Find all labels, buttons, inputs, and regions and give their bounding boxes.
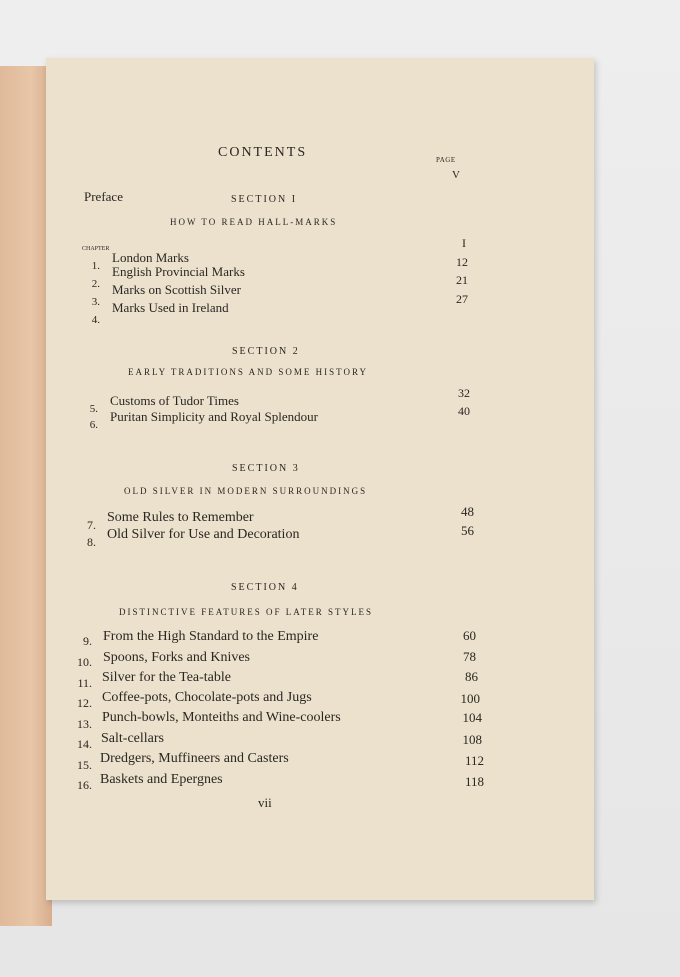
chapter-title: Puritan Simplicity and Royal Splendour [110, 409, 318, 424]
chapter-number: 13. [77, 717, 92, 731]
chapter-number: 10. [77, 655, 92, 669]
chapter-title: Punch-bowls, Monteiths and Wine-coolers [102, 710, 341, 725]
chapter-page: 118 [464, 774, 484, 789]
chapter-title: Coffee-pots, Chocolate-pots and Jugs [102, 690, 312, 705]
chapter-page: 40 [458, 404, 470, 418]
chapter-column-label: CHAPTER [82, 246, 110, 252]
section-heading: SECTION 4 [231, 582, 299, 593]
chapter-title: Customs of Tudor Times [110, 393, 239, 408]
chapter-number: 14. [77, 737, 92, 751]
section-subtitle: EARLY TRADITIONS AND SOME HISTORY [128, 367, 368, 377]
section-heading: SECTION I [231, 194, 298, 205]
page-folio: vii [258, 795, 272, 810]
chapter-page: 48 [461, 504, 474, 519]
section-subtitle: DISTINCTIVE FEATURES OF LATER STYLES [119, 607, 374, 617]
chapter-number: 11. [77, 676, 92, 690]
chapter-page: 104 [462, 710, 482, 725]
chapter-title: London Marks [112, 250, 189, 265]
chapter-title: Salt-cellars [101, 731, 164, 746]
chapter-title: Marks Used in Ireland [112, 300, 229, 315]
chapter-page: 86 [465, 669, 478, 684]
chapter-title: English Provincial Marks [112, 264, 245, 279]
chapter-number: 12. [77, 696, 92, 710]
preface-page-number: V [452, 169, 460, 181]
chapter-number: 1. [91, 260, 100, 272]
chapter-page: 60 [463, 628, 476, 643]
chapter-title: From the High Standard to the Empire [103, 629, 319, 644]
chapter-number: 9. [83, 634, 92, 648]
page-column-label: PAGE [436, 156, 456, 164]
chapter-page: 78 [463, 649, 476, 664]
chapter-number: 4. [91, 314, 100, 326]
section-subtitle: OLD SILVER IN MODERN SURROUNDINGS [124, 486, 368, 496]
chapter-title: Silver for the Tea-table [102, 670, 231, 685]
chapter-page: 112 [464, 753, 484, 768]
chapter-title: Marks on Scottish Silver [112, 282, 241, 297]
chapter-title: Dredgers, Muffineers and Casters [100, 751, 289, 766]
chapter-page: 56 [461, 523, 474, 538]
chapter-title: Baskets and Epergnes [100, 772, 223, 787]
chapter-page: 21 [456, 273, 468, 287]
chapter-number: 15. [77, 758, 92, 772]
chapter-page: 100 [460, 691, 480, 706]
chapter-number: 3. [91, 296, 100, 308]
chapter-title: Some Rules to Remember [107, 510, 254, 525]
chapter-page: 32 [458, 386, 470, 400]
section-subtitle: HOW TO READ HALL-MARKS [170, 217, 338, 227]
chapter-page: 12 [456, 255, 468, 269]
chapter-number: 7. [87, 518, 96, 532]
chapter-number: 8. [87, 535, 96, 549]
chapter-page: 108 [462, 732, 482, 747]
chapter-title: Spoons, Forks and Knives [103, 650, 251, 665]
contents-page [46, 58, 594, 900]
section-heading: SECTION 2 [232, 346, 300, 357]
book-cover-edge [0, 66, 52, 926]
contents-title: CONTENTS [218, 145, 308, 160]
chapter-number: 5. [89, 403, 98, 415]
section-heading: SECTION 3 [232, 463, 300, 474]
chapter-page: I [462, 236, 466, 250]
chapter-title: Old Silver for Use and Decoration [107, 527, 300, 542]
chapter-number: 6. [89, 419, 98, 431]
chapter-number: 16. [77, 778, 92, 792]
chapter-page: 27 [456, 292, 468, 306]
chapter-number: 2. [91, 278, 100, 290]
preface-entry: Preface [84, 189, 123, 204]
